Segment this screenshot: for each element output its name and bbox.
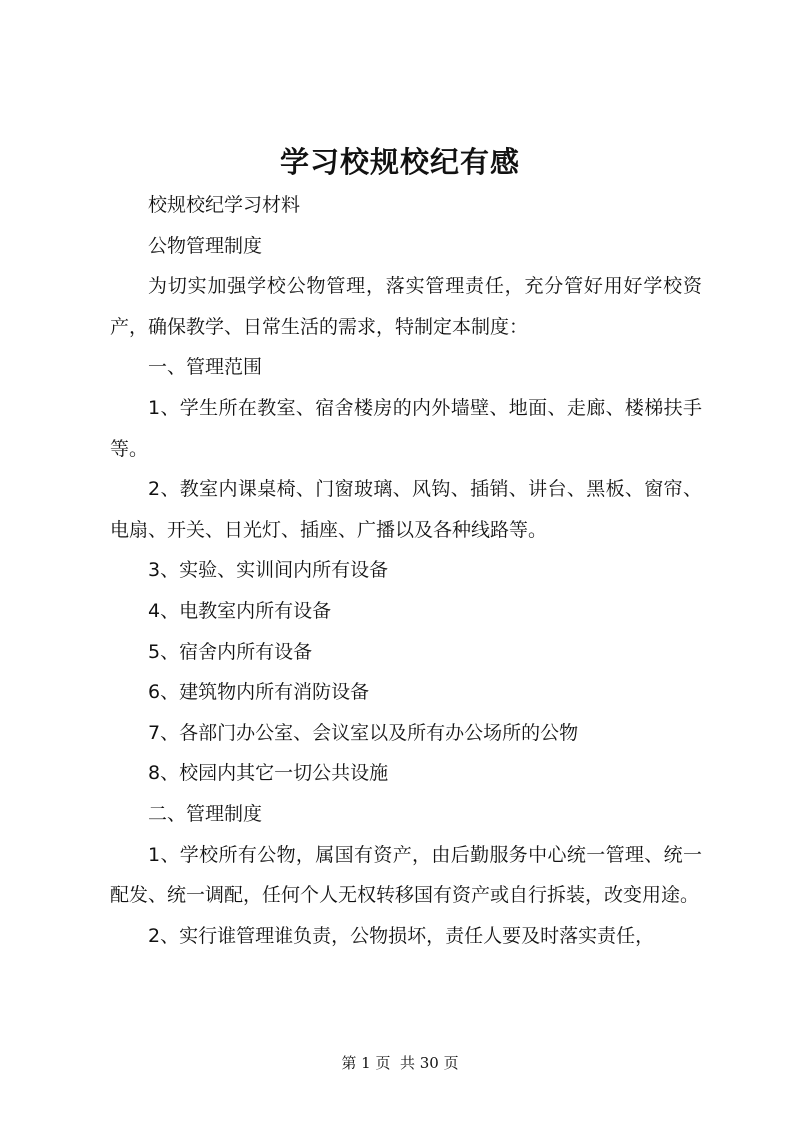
scope-item-4: 4、电教室内所有设备 [148, 599, 332, 622]
paragraph-intro: 为切实加强学校公物管理，落实管理责任，充分管好用好学校资产，确保教学、日常生活的需求，特制定本制度： [110, 275, 702, 338]
section-heading-system: 二、管理制度 [148, 802, 263, 825]
document-body [110, 185, 702, 956]
page-footer: 第 1 页 共 30 页 [341, 1054, 459, 1072]
scope-item-3: 3、实验、实训间内所有设备 [148, 559, 389, 582]
paragraph-system-heading: 公物管理制度 [148, 234, 263, 257]
system-item-1: 1、学校所有公物，属国有资产，由后勤服务中心统一管理、统一配发、统一调配，任何个人无权转移国有资产或自行拆装，改变用途。 [110, 843, 702, 907]
scope-item-5: 5、宿舍内所有设备 [148, 640, 313, 663]
paragraph-material-heading: 校规校纪学习材料 [148, 194, 301, 216]
scope-item-8: 8、校园内其它一切公共设施 [148, 762, 389, 785]
scope-item-6: 6、建筑物内所有消防设备 [148, 681, 370, 704]
scope-item-7: 7、各部门办公室、会议室以及所有办公场所的公物 [148, 721, 579, 744]
document-title: 学习校规校纪有感 [279, 145, 520, 179]
section-heading-scope: 一、管理范围 [148, 356, 263, 379]
scope-item-2: 2、教室内课桌椅、门窗玻璃、风钩、插销、讲台、黑板、窗帘、电扇、开关、日光灯、插座、广播以及各种线路等。 [110, 478, 702, 541]
system-item-2: 2、实行谁管理谁负责，公物损坏，责任人要及时落实责任， [148, 924, 655, 947]
scope-item-1: 1、学生所在教室、宿舍楼房的内外墙壁、地面、走廊、楼梯扶手等。 [110, 396, 702, 460]
